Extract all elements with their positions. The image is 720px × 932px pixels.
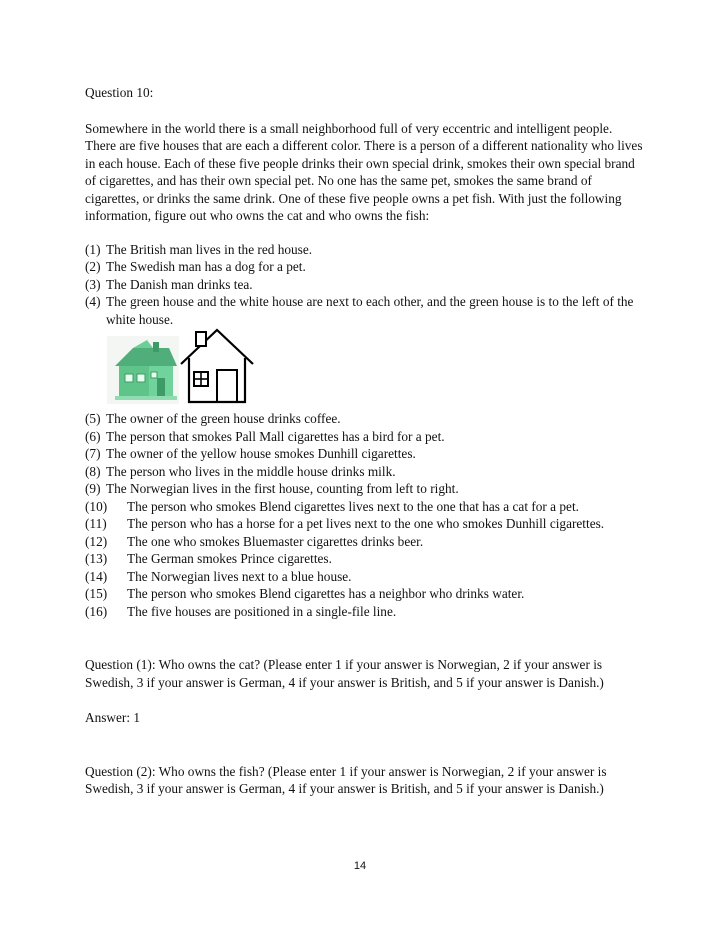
clue-text: The person who smokes Blend cigarettes lives next to the one that has a cat for a pet. <box>127 498 579 514</box>
clue-number: (2) <box>85 259 101 274</box>
clue-number: (4) <box>85 294 101 309</box>
clue-item <box>85 428 645 446</box>
clue-number: (11) <box>85 516 107 531</box>
clue-item <box>85 463 645 481</box>
clue-number: (7) <box>85 446 101 461</box>
clue-text: The British man lives in the red house. <box>106 241 313 257</box>
question-title: Question 10: <box>85 85 154 100</box>
clue-number: (5) <box>85 411 101 426</box>
clue-item <box>85 498 645 516</box>
clue-item <box>85 276 645 294</box>
clue-number: (3) <box>85 276 101 292</box>
clue-number: (10) <box>85 498 108 514</box>
clue-text: The Swedish man has a dog for a pet. <box>106 259 306 274</box>
clue-item <box>85 445 645 463</box>
clue-item <box>85 515 645 533</box>
clue-number: (6) <box>85 428 101 444</box>
intro-paragraph: Somewhere in the world there is a small neighborhood full of very eccentric and intelligent people. There are five houses that are each a different color. There is a person of a different nationality who lives in each house. Each of these five people drinks their own special drink, smokes their own special brand of cigarettes, and has their own special pet. No one has the same pet, smokes the same brand of cigarettes, or drinks the same drink. One of these five people owns a pet fish. With just the following information, figure out who owns the cat and who owns the fish: <box>85 120 643 223</box>
clue-item <box>85 533 645 551</box>
clue-item <box>85 550 645 568</box>
clue-number: (9) <box>85 481 101 496</box>
subquestion-fish: Question (2): Who owns the fish? (Please enter 1 if your answer is Norwegian, 2 if your answer is Swedish, 3 if your answer is German, 4 if your answer is British, and 5 if your answer is Danish.) <box>85 763 607 796</box>
clue-text: The five houses are positioned in a single-file line. <box>127 603 397 619</box>
clue-number: (14) <box>85 568 108 584</box>
clue-number: (13) <box>85 551 108 566</box>
clue-number: (1) <box>85 241 101 257</box>
clue-text: The Danish man drinks tea. <box>106 276 253 292</box>
clue-list <box>85 241 645 621</box>
clue-item <box>85 258 645 276</box>
clue-text: The Norwegian lives in the first house, counting from left to right. <box>106 481 459 496</box>
white-house-icon <box>179 328 255 409</box>
clue-number: (16) <box>85 603 108 619</box>
clue-item <box>85 585 645 603</box>
clue-item <box>85 293 645 328</box>
clue-text: The green house and the white house are next to each other, and the green house is to the left of the white house. <box>106 294 634 327</box>
clue-number: (8) <box>85 463 101 479</box>
clue-number: (12) <box>85 533 108 549</box>
clue-item <box>85 480 645 498</box>
answer-cat: Answer: 1 <box>85 710 141 725</box>
clue-item <box>85 241 645 259</box>
document-page <box>85 84 645 798</box>
clue-text: The owner of the yellow house smokes Dunhill cigarettes. <box>106 446 416 461</box>
clue-text: The owner of the green house drinks coffee. <box>106 411 341 426</box>
house-illustration <box>107 330 645 408</box>
clue-text: The German smokes Prince cigarettes. <box>127 551 332 566</box>
clue-item <box>85 603 645 621</box>
clue-text: The one who smokes Bluemaster cigarettes drinks beer. <box>127 533 424 549</box>
clue-item <box>85 568 645 586</box>
clue-text: The person who has a horse for a pet lives next to the one who smokes Dunhill cigarettes. <box>127 516 605 531</box>
clue-text: The Norwegian lives next to a blue house. <box>127 568 352 584</box>
green-house-icon <box>107 336 179 409</box>
clue-item <box>85 410 645 428</box>
clue-text: The person who lives in the middle house drinks milk. <box>106 463 396 479</box>
clue-text: The person who smokes Blend cigarettes has a neighbor who drinks water. <box>127 586 525 601</box>
page-number: 14 <box>353 860 367 872</box>
clue-text: The person that smokes Pall Mall cigarettes has a bird for a pet. <box>106 428 445 444</box>
clue-number: (15) <box>85 586 108 601</box>
subquestion-cat: Question (1): Who owns the cat? (Please enter 1 if your answer is Norwegian, 2 if your answer is Swedish, 3 if your answer is German, 4 if your answer is British, and 5 if your answer is Danish.) <box>85 657 604 690</box>
